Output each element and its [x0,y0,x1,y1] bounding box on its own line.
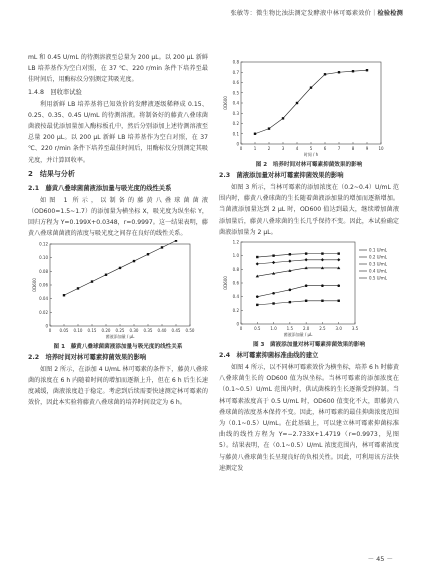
legend-label: 0.3 U/mL [369,261,388,267]
series-line [257,301,338,305]
x-tick-label: 0 [239,326,243,332]
data-point [352,70,354,72]
x-tick-label: 0.40 [157,327,167,333]
paragraph: 如图 3 所示，当林可霉素的添加浓度在（0.2~0.4）U/mL 范围内时，藤黄八叠球菌的生长随着菌液添加量的增加而逐渐增加。当菌液添加量达到 2 μL 时，OD600 值达到最大，继续增加菌液添加量后，藤黄八叠球菌的生长几乎保持不变。因此，本试验确定菌液添加量为 2 μL。 [219,184,399,236]
x-tick-label: 1.0 [270,326,277,332]
data-point [338,71,340,73]
data-point [77,287,79,289]
data-point [321,300,323,302]
data-point [272,254,274,256]
series-line [257,286,338,297]
x-tick-label: 0.30 [129,327,139,333]
running-head: 张敏等：微生物比浊法测定发酵液中林可霉素效价｜检验检测 [230,10,403,17]
x-tick-label: 5 [309,146,313,151]
y-tick-label: 0.6 [232,280,239,286]
figure-3-caption: 图 3 菌液添加量对林可霉素抑菌效果的影响 [252,342,366,349]
data-point [91,280,93,282]
data-point [147,253,149,255]
y-tick-label: 1.2 [232,239,239,245]
y-tick-label: 0 [236,141,239,147]
y-tick-label: 0.4 [232,294,239,300]
right-column [219,58,399,474]
paragraph: 如图 2 所示，在添加 4 U/mL 林可霉素的条件下，藤黄八叠球菌的浓度在 6 h 内随着时间的增加而逐渐上升，但在 6 h 后生长速度减缓，菌液浓度趋于稳定。考虑到后续需要快速测定林可霉素的效价，因此本实验将藤黄八叠球菌的培养时间设定为 6 h。 [28,365,208,407]
data-point [119,266,121,268]
series-line [257,254,338,257]
x-tick-label: 2.0 [302,326,310,332]
y-tick-label: 1.0 [232,253,239,259]
x-axis-label: 菌液添加量 / μL [283,332,313,338]
y-tick-label: 0.7 [232,69,239,75]
data-point [256,262,259,265]
data-point [321,284,324,287]
series-line [255,70,367,134]
y-tick-label: 0.4 [232,100,239,106]
section-1-4-8: 1.4.8 回收率试验 [28,88,82,96]
x-tick-label: 2 [267,146,271,151]
y-tick-label: 0.1 [232,131,239,137]
data-point [337,258,340,261]
x-tick-label: 1 [253,146,257,151]
x-axis-label: 时间 / h [303,152,319,157]
data-point [289,253,291,255]
data-point [175,240,177,242]
y-tick-label: 0.12 [39,241,48,247]
y-tick-label: 0.8 [232,266,239,272]
figure-2-caption: 图 2 培养时间对林可霉素抑菌效果的影响 [255,162,363,168]
figure-2-chart [219,58,399,158]
y-tick-label: 0.8 [232,59,239,65]
data-point [337,284,340,287]
x-axis-label: 菌液添加量 / μL [105,333,135,339]
x-tick-label: 10 [378,146,384,151]
data-point [254,133,256,135]
data-point [305,300,307,302]
x-tick-label: 0.15 [87,327,97,333]
paragraph: 如图 1 所示，以制备的藤黄八叠球菌菌液（OD600=1.5~1.7）的添加量为横坐标 X，吸光度为纵坐标 Y，回归方程为 Y=0.199X+0.0348，r=0.9997。这一结果表明，藤黄八叠球菌菌液的浓度与吸光度之间存在良好的线性关系。 [28,196,208,238]
left-column [28,52,208,408]
x-tick-label: 3.5 [351,326,359,332]
x-tick-label: 0.20 [101,327,111,333]
series-line [257,268,338,276]
page-number: － 45 － [367,555,393,563]
data-point [288,260,291,263]
data-point [256,295,259,298]
x-tick-label: 0.50 [185,327,195,333]
data-point [321,258,324,261]
figure-3-chart [219,238,399,338]
y-tick-label: 0.04 [39,295,48,301]
y-tick-label: 0 [45,323,48,329]
x-tick-label: 3.0 [335,326,342,332]
data-point [133,260,135,262]
legend-label: 0.5 U/mL [369,275,388,281]
y-tick-label: 0 [236,321,239,327]
y-axis-label: OD600 [223,276,228,290]
figure-1-caption: 图 1 藤黄八叠球菌菌液添加量与吸光度的线性关系 [53,343,183,350]
y-tick-label: 0.2 [232,307,239,313]
data-point [366,69,368,71]
legend-label: 0.4 U/mL [369,268,388,274]
x-tick-label: 4 [295,146,299,151]
y-axis-label: OD600 [223,96,228,110]
x-tick-label: 0.45 [171,327,181,333]
x-tick-label: 0 [239,146,243,151]
section-2-1: 2.1 藤黄八叠球菌菌液添加量与吸光度的线性关系 [28,184,172,192]
x-tick-label: 0.35 [143,327,153,333]
y-tick-label: 0.08 [39,268,48,274]
page-header [0,0,427,22]
paragraph: 利用新鲜 LB 培养基将已知效价的发酵液逐级稀释成 0.15、0.25、0.35、0.45 U/mL 的待测溶液。将制备好的藤黄八叠球菌菌液按最优添加量加入酶标板孔中，然后分别添加上述待测溶液至总量 200 μL。以 200 μL 新鲜 LB 培养基作为空白对照，在 37 ℃、220 r/min 条件下培养至最佳时间后，用酶标仪分别测定其吸光度，并计算回收率。 [28,100,208,164]
data-point [305,252,307,254]
data-point [305,284,308,287]
data-point [324,73,326,75]
data-point [272,261,275,264]
data-point [268,127,270,129]
series-line [257,260,338,264]
x-tick-label: 1.5 [286,326,294,332]
x-tick-label: 2.5 [319,326,326,332]
x-tick-label: 9 [365,146,369,151]
x-tick-label: 3 [281,146,285,151]
section-2: 2 结果与分析 [28,169,75,178]
y-tick-label: 0.5 [232,90,239,96]
y-axis-label: OD600 [32,277,37,292]
section-2-4: 2.4 林可霉素抑菌标准曲线的建立 [219,352,319,360]
legend-label: 0.2 U/mL [369,254,388,260]
data-point [256,256,258,258]
figure-2 [219,58,399,158]
data-point [105,273,107,275]
x-tick-label: 0.25 [115,327,125,333]
y-tick-label: 0.06 [39,282,48,288]
figure-1-chart [28,240,208,340]
y-tick-label: 0.6 [232,80,239,85]
data-point [321,252,323,254]
data-point [338,300,340,302]
figure-1 [28,240,208,340]
x-tick-label: 8 [351,146,355,151]
figure-3 [219,238,399,338]
data-point [63,294,65,296]
header-title: 张敏等：微生物比浊法测定发酵液中林可霉素效价 [230,10,372,17]
plot-frame [241,62,381,144]
x-tick-label: 0.10 [73,327,83,333]
paragraph: mL 和 0.45 U/mL 的待测溶液至总量为 200 μL。以 200 μL 新鲜 LB 培养基作为空白对照，在 37 ℃、220 r/min 条件下培养至最佳时间后，用酶标仪分别测定其吸光度。 [28,54,208,84]
x-tick-label: 0.5 [254,326,261,332]
data-point [338,252,340,254]
data-point [161,246,163,248]
data-point [289,289,292,292]
data-point [310,86,312,88]
y-tick-label: 0.02 [39,309,48,315]
y-tick-label: 0.3 [232,110,239,116]
y-tick-label: 0.2 [232,121,239,126]
data-point [272,302,274,304]
data-point [282,117,284,119]
section-2-3: 2.3 菌液添加量对林可霉素抑菌效果的影响 [219,172,344,179]
data-point [272,292,275,295]
section-2-2: 2.2 培养时间对林可霉素抑菌效果的影响 [28,353,147,361]
x-tick-label: 6 [323,146,327,151]
data-point [289,301,291,303]
plot-frame [50,244,190,326]
x-tick-label: 0 [48,327,52,333]
x-tick-label: 7 [337,146,341,151]
header-section: 检验检测 [377,10,403,17]
data-point [256,304,258,306]
y-tick-label: 0.10 [39,254,48,260]
x-tick-label: 0.05 [59,327,69,333]
data-point [305,258,308,261]
legend-label: 0.1 U/mL [369,247,388,253]
paragraph: 如图 4 所示，以不同林可霉素效价为横坐标，培养 6 h 时藤黄八叠球菌生长的 OD600 值为纵坐标。当林可霉素的添加浓度在（0.1~0.5）U/mL 范围内时，供试菌株的生长逐渐受到抑制。当林可霉素浓度高于 0.5 U/mL 时，OD600 值变化不大，即藤黄八叠球菌的浓度基本保持不变。因此，林可霉素的最佳抑菌浓度范围为（0.1~0.5）U/mL。在此基础上，可以建立林可霉素抑菌标准曲线的线性方程为 Y=−2.733X+1.4719（r=0.9973，见图 5）。结果表明，在（0.1~0.5）U/mL 浓度范围内，林可霉素浓度与藤黄八叠球菌生长呈现良好的负相关性。因此，可利用该方法快速测定发 [219,364,399,472]
data-point [296,102,298,104]
